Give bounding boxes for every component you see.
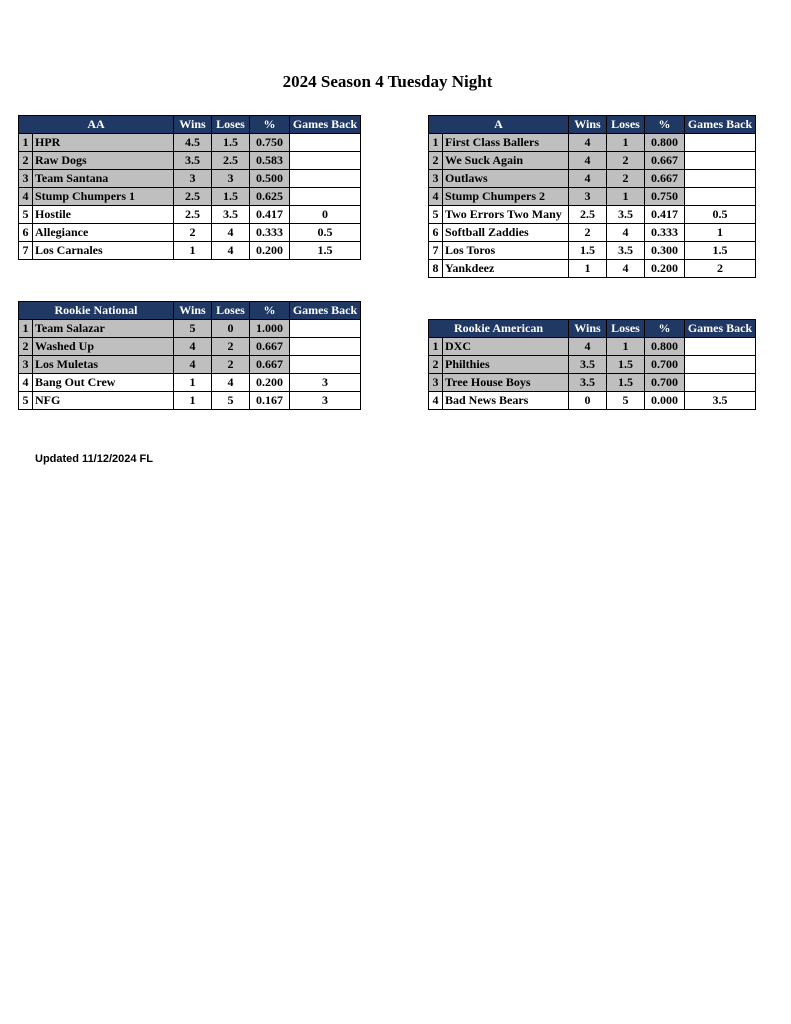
table-header-row	[19, 302, 361, 320]
pct-cell: 0.167	[250, 392, 290, 410]
team-name-cell: Los Toros	[443, 242, 569, 260]
loses-cell: 4	[607, 260, 645, 278]
loses-cell: 4	[607, 224, 645, 242]
loses-cell: 4	[212, 374, 250, 392]
loses-cell: 2	[607, 152, 645, 170]
wins-cell: 2.5	[174, 206, 212, 224]
team-name-cell: Raw Dogs	[33, 152, 174, 170]
loses-cell: 1.5	[607, 374, 645, 392]
pct-cell: 0.500	[250, 170, 290, 188]
team-name-cell: Stump Chumpers 1	[33, 188, 174, 206]
team-row	[429, 206, 756, 224]
team-name-cell: Los Muletas	[33, 356, 174, 374]
pct-cell: 0.417	[250, 206, 290, 224]
pct-cell: 0.667	[645, 170, 685, 188]
pct-cell: 0.667	[250, 356, 290, 374]
team-name-cell: Two Errors Two Many	[443, 206, 569, 224]
col-header-wins: Wins	[569, 320, 607, 338]
team-row	[429, 134, 756, 152]
rank-cell: 8	[429, 260, 443, 278]
team-row	[19, 152, 361, 170]
page-title: 2024 Season 4 Tuesday Night	[282, 72, 493, 91]
wins-cell: 2	[174, 224, 212, 242]
team-name-cell: Allegiance	[33, 224, 174, 242]
team-row	[429, 338, 756, 356]
team-row	[19, 374, 361, 392]
standings-table-a	[428, 115, 756, 278]
games-back-cell: 1	[685, 224, 756, 242]
rank-cell: 3	[429, 374, 443, 392]
team-row	[19, 134, 361, 152]
rank-cell: 4	[19, 188, 33, 206]
loses-cell: 1.5	[607, 356, 645, 374]
col-header-pct: %	[645, 116, 685, 134]
col-header-pct: %	[250, 116, 290, 134]
wins-cell: 4.5	[174, 134, 212, 152]
table-header-row	[429, 116, 756, 134]
team-name-cell: Team Santana	[33, 170, 174, 188]
team-row	[19, 338, 361, 356]
rank-cell: 1	[19, 134, 33, 152]
team-row	[429, 224, 756, 242]
games-back-cell: 2	[685, 260, 756, 278]
team-row	[429, 242, 756, 260]
pct-cell: 0.625	[250, 188, 290, 206]
wins-cell: 4	[569, 170, 607, 188]
col-header-games-back: Games Back	[290, 116, 361, 134]
team-name-cell: Washed Up	[33, 338, 174, 356]
wins-cell: 1.5	[569, 242, 607, 260]
games-back-cell	[290, 188, 361, 206]
team-row	[19, 320, 361, 338]
standings-table-aa	[18, 115, 361, 260]
games-back-cell	[685, 152, 756, 170]
wins-cell: 2.5	[569, 206, 607, 224]
pct-cell: 0.333	[645, 224, 685, 242]
games-back-cell: 3	[290, 374, 361, 392]
pct-cell: 0.750	[645, 188, 685, 206]
rank-cell: 4	[19, 374, 33, 392]
col-header-loses: Loses	[607, 116, 645, 134]
team-name-cell: Softball Zaddies	[443, 224, 569, 242]
wins-cell: 1	[174, 374, 212, 392]
team-name-cell: Yankdeez	[443, 260, 569, 278]
loses-cell: 3.5	[607, 242, 645, 260]
games-back-cell	[685, 374, 756, 392]
division-header: A	[429, 116, 569, 134]
team-name-cell: DXC	[443, 338, 569, 356]
pct-cell: 0.200	[250, 242, 290, 260]
rank-cell: 5	[429, 206, 443, 224]
rank-cell: 1	[19, 320, 33, 338]
team-row	[429, 374, 756, 392]
pct-cell: 0.417	[645, 206, 685, 224]
wins-cell: 3.5	[174, 152, 212, 170]
rank-cell: 2	[429, 152, 443, 170]
wins-cell: 3	[174, 170, 212, 188]
pct-cell: 0.667	[250, 338, 290, 356]
games-back-cell: 1.5	[290, 242, 361, 260]
rank-cell: 7	[429, 242, 443, 260]
games-back-cell: 0.5	[685, 206, 756, 224]
wins-cell: 2.5	[174, 188, 212, 206]
wins-cell: 0	[569, 392, 607, 410]
pct-cell: 0.700	[645, 374, 685, 392]
rank-cell: 3	[19, 356, 33, 374]
team-name-cell: NFG	[33, 392, 174, 410]
team-row	[429, 170, 756, 188]
team-name-cell: HPR	[33, 134, 174, 152]
games-back-cell: 0	[290, 206, 361, 224]
rank-cell: 2	[19, 152, 33, 170]
pct-cell: 1.000	[250, 320, 290, 338]
pct-cell: 0.200	[645, 260, 685, 278]
games-back-cell	[290, 320, 361, 338]
wins-cell: 1	[174, 242, 212, 260]
pct-cell: 0.700	[645, 356, 685, 374]
col-header-games-back: Games Back	[685, 116, 756, 134]
games-back-cell	[685, 188, 756, 206]
wins-cell: 4	[569, 152, 607, 170]
team-name-cell: Hostile	[33, 206, 174, 224]
loses-cell: 1	[607, 338, 645, 356]
col-header-wins: Wins	[174, 116, 212, 134]
games-back-cell	[290, 152, 361, 170]
wins-cell: 1	[569, 260, 607, 278]
col-header-games-back: Games Back	[290, 302, 361, 320]
team-row	[19, 356, 361, 374]
wins-cell: 4	[569, 338, 607, 356]
loses-cell: 1	[607, 188, 645, 206]
team-name-cell: Bang Out Crew	[33, 374, 174, 392]
team-row	[429, 188, 756, 206]
division-header: Rookie American	[429, 320, 569, 338]
loses-cell: 1	[607, 134, 645, 152]
division-header: AA	[19, 116, 174, 134]
rank-cell: 6	[429, 224, 443, 242]
loses-cell: 2	[212, 356, 250, 374]
wins-cell: 4	[174, 356, 212, 374]
games-back-cell	[685, 338, 756, 356]
col-header-loses: Loses	[607, 320, 645, 338]
pct-cell: 0.800	[645, 338, 685, 356]
rank-cell: 5	[19, 392, 33, 410]
team-row	[19, 206, 361, 224]
pct-cell: 0.200	[250, 374, 290, 392]
loses-cell: 3.5	[607, 206, 645, 224]
loses-cell: 5	[212, 392, 250, 410]
pct-cell: 0.300	[645, 242, 685, 260]
col-header-loses: Loses	[212, 116, 250, 134]
loses-cell: 3.5	[212, 206, 250, 224]
team-name-cell: Philthies	[443, 356, 569, 374]
loses-cell: 0	[212, 320, 250, 338]
rank-cell: 1	[429, 338, 443, 356]
games-back-cell: 1.5	[685, 242, 756, 260]
pct-cell: 0.583	[250, 152, 290, 170]
table-header-row	[19, 116, 361, 134]
team-row	[19, 242, 361, 260]
games-back-cell	[685, 356, 756, 374]
team-name-cell: Los Carnales	[33, 242, 174, 260]
team-row	[429, 392, 756, 410]
team-row	[19, 170, 361, 188]
col-header-games-back: Games Back	[685, 320, 756, 338]
pct-cell: 0.667	[645, 152, 685, 170]
loses-cell: 1.5	[212, 188, 250, 206]
games-back-cell	[290, 170, 361, 188]
rank-cell: 4	[429, 188, 443, 206]
loses-cell: 4	[212, 242, 250, 260]
wins-cell: 3.5	[569, 374, 607, 392]
wins-cell: 4	[174, 338, 212, 356]
team-name-cell: First Class Ballers	[443, 134, 569, 152]
team-row	[19, 188, 361, 206]
team-row	[19, 392, 361, 410]
pct-cell: 0.000	[645, 392, 685, 410]
games-back-cell	[290, 338, 361, 356]
games-back-cell	[685, 170, 756, 188]
games-back-cell: 3.5	[685, 392, 756, 410]
division-header: Rookie National	[19, 302, 174, 320]
wins-cell: 3.5	[569, 356, 607, 374]
games-back-cell: 3	[290, 392, 361, 410]
loses-cell: 2	[212, 338, 250, 356]
wins-cell: 5	[174, 320, 212, 338]
wins-cell: 4	[569, 134, 607, 152]
col-header-pct: %	[250, 302, 290, 320]
wins-cell: 1	[174, 392, 212, 410]
loses-cell: 2	[607, 170, 645, 188]
rank-cell: 1	[429, 134, 443, 152]
team-name-cell: Bad News Bears	[443, 392, 569, 410]
loses-cell: 2.5	[212, 152, 250, 170]
pct-cell: 0.800	[645, 134, 685, 152]
pct-cell: 0.750	[250, 134, 290, 152]
team-name-cell: Team Salazar	[33, 320, 174, 338]
rank-cell: 5	[19, 206, 33, 224]
team-name-cell: Outlaws	[443, 170, 569, 188]
games-back-cell	[685, 134, 756, 152]
games-back-cell	[290, 356, 361, 374]
table-header-row	[429, 320, 756, 338]
rank-cell: 7	[19, 242, 33, 260]
rank-cell: 6	[19, 224, 33, 242]
pct-cell: 0.333	[250, 224, 290, 242]
games-back-cell: 0.5	[290, 224, 361, 242]
games-back-cell	[290, 134, 361, 152]
wins-cell: 3	[569, 188, 607, 206]
team-name-cell: Stump Chumpers 2	[443, 188, 569, 206]
rank-cell: 3	[429, 170, 443, 188]
updated-note: Updated 11/12/2024 FL	[35, 453, 153, 465]
standings-table-rookie-national	[18, 301, 361, 410]
standings-table-rookie-american	[428, 319, 756, 410]
team-row	[19, 224, 361, 242]
team-row	[429, 152, 756, 170]
loses-cell: 5	[607, 392, 645, 410]
col-header-wins: Wins	[569, 116, 607, 134]
loses-cell: 3	[212, 170, 250, 188]
team-row	[429, 356, 756, 374]
wins-cell: 2	[569, 224, 607, 242]
rank-cell: 2	[429, 356, 443, 374]
col-header-wins: Wins	[174, 302, 212, 320]
team-name-cell: Tree House Boys	[443, 374, 569, 392]
col-header-pct: %	[645, 320, 685, 338]
team-row	[429, 260, 756, 278]
rank-cell: 2	[19, 338, 33, 356]
loses-cell: 4	[212, 224, 250, 242]
loses-cell: 1.5	[212, 134, 250, 152]
rank-cell: 4	[429, 392, 443, 410]
col-header-loses: Loses	[212, 302, 250, 320]
team-name-cell: We Suck Again	[443, 152, 569, 170]
rank-cell: 3	[19, 170, 33, 188]
